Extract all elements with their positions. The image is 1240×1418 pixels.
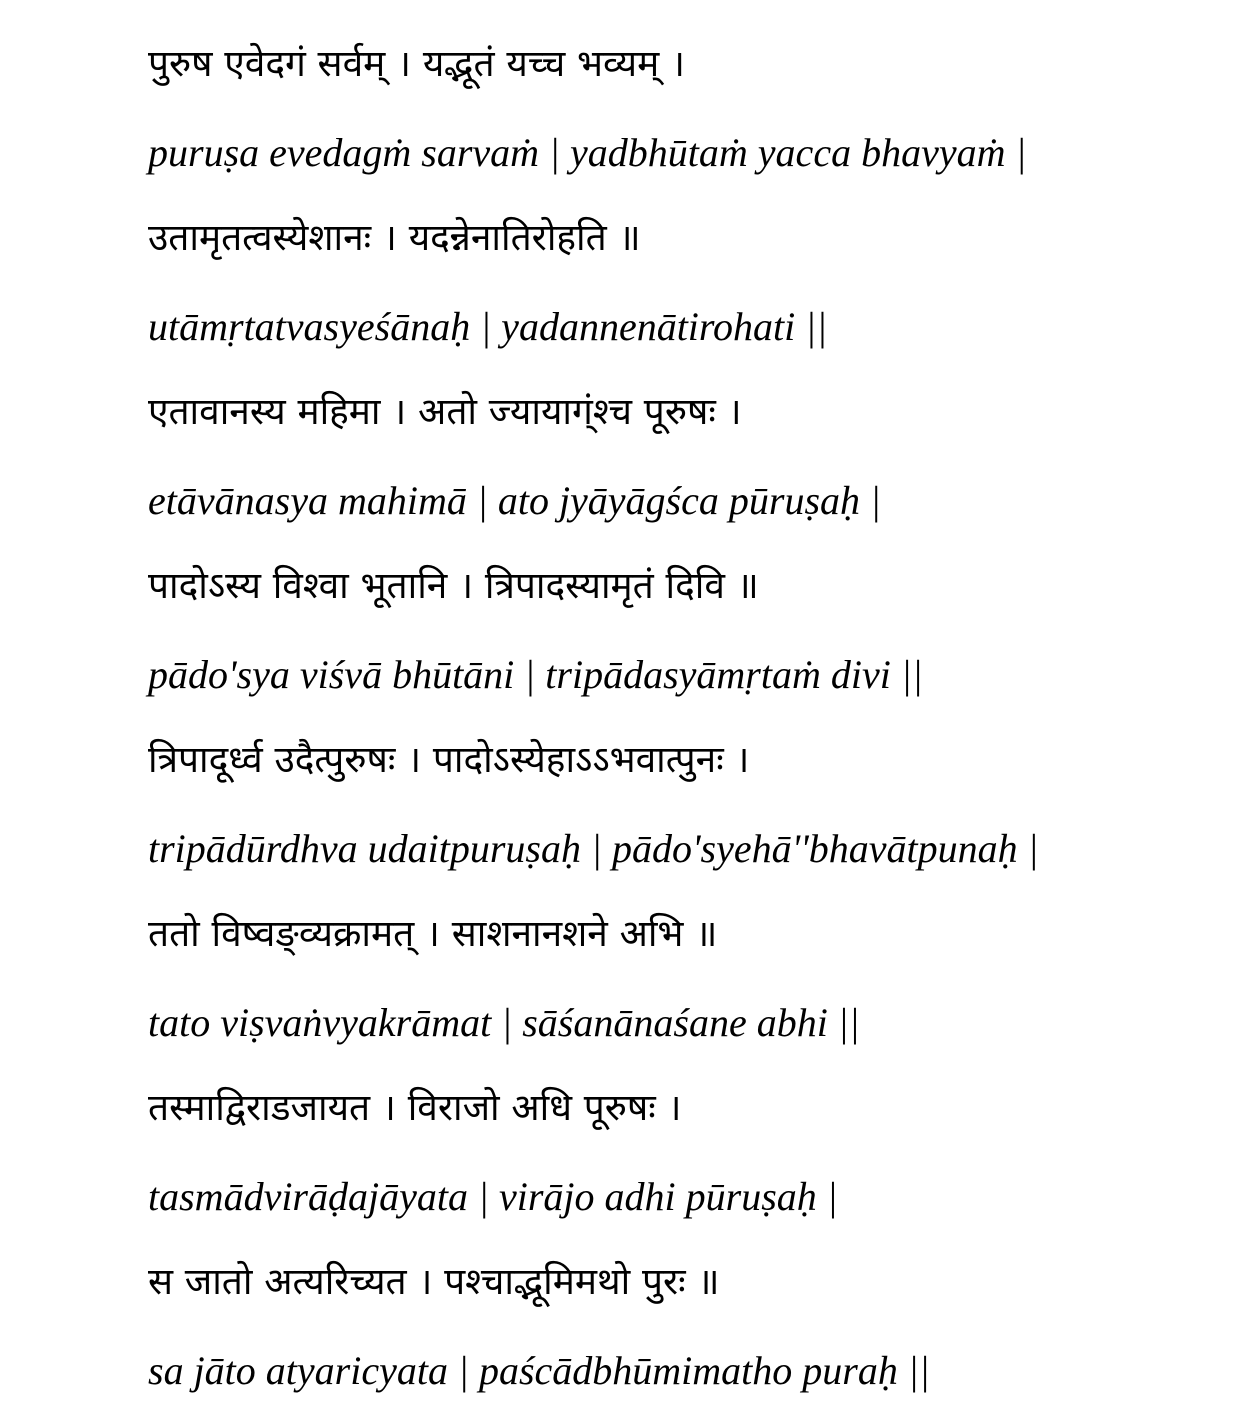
verse-3-devanagari: एतावानस्य महिमा । अतो ज्यायाग्ंश्च पूरुषः । bbox=[148, 390, 742, 433]
verse-2-devanagari: उतामृतत्वस्येशानः । यदन्नेनातिरोहति ॥ bbox=[148, 216, 641, 259]
verse-5-transliteration: tripādūrdhva udaitpuruṣaḥ | pādo'syehā''bhavātpunaḥ | bbox=[148, 826, 1039, 871]
verse-4-transliteration: pādo'sya viśvā bhūtāni | tripādasyāmṛtaṁ divi || bbox=[148, 652, 923, 697]
verse-4-devanagari: पादोऽस्य विश्वा भूतानि । त्रिपादस्यामृतं दिवि ॥ bbox=[148, 564, 759, 607]
verse-2-transliteration: utāmṛtatvasyeśānaḥ | yadannenātirohati || bbox=[148, 304, 828, 349]
verse-1-devanagari: पुरुष एवेदगं सर्वम् । यद्भूतं यच्च भव्यम् । bbox=[148, 42, 686, 85]
verse-8-transliteration: sa jāto atyaricyata | paścādbhūmimatho puraḥ || bbox=[148, 1348, 930, 1393]
verse-6-devanagari: ततो विष्वङ्व्यक्रामत् । साशनानशने अभि ॥ bbox=[148, 912, 718, 955]
verse-7-devanagari: तस्माद्विराडजायत । विराजो अधि पूरुषः । bbox=[148, 1086, 682, 1129]
verse-1-transliteration: puruṣa evedagṁ sarvaṁ | yadbhūtaṁ yacca bhavyaṁ | bbox=[148, 130, 1027, 175]
verse-6-transliteration: tato viṣvaṅvyakrāmat | sāśanānaśane abhi || bbox=[148, 1000, 860, 1045]
verse-5-devanagari: त्रिपादूर्ध्व उदैत्पुरुषः । पादोऽस्येहाऽऽभवात्पुनः । bbox=[148, 738, 750, 781]
verse-8-devanagari: स जातो अत्यरिच्यत । पश्चाद्भूमिमथो पुरः ॥ bbox=[148, 1260, 720, 1303]
verse-7-transliteration: tasmādvirāḍajāyata | virājo adhi pūruṣaḥ | bbox=[148, 1174, 838, 1219]
verse-3-transliteration: etāvānasya mahimā | ato jyāyāgśca pūruṣaḥ | bbox=[148, 478, 882, 523]
